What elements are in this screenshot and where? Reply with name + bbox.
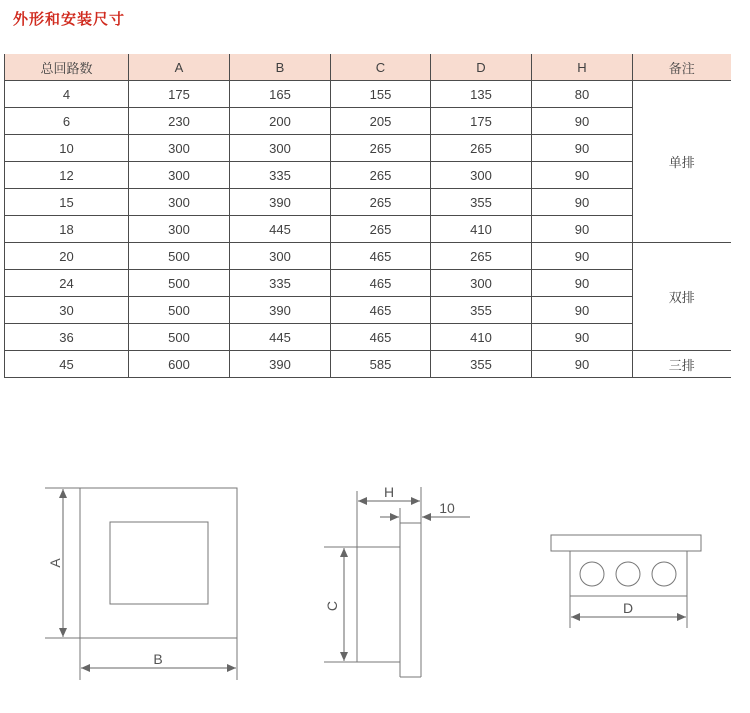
header-note: 备注 [633,54,731,81]
cell-c: 585 [331,351,431,378]
cell-d: 410 [431,216,532,243]
cell-c: 155 [331,81,431,108]
cell-h: 90 [532,351,633,378]
cell-d: 135 [431,81,532,108]
cell-d: 300 [431,162,532,189]
front-inner-window [110,522,208,604]
header-h: H [532,54,633,81]
cell-a: 230 [129,108,230,135]
cell-total: 45 [5,351,129,378]
cell-c: 205 [331,108,431,135]
dim-label-a: A [47,558,63,568]
cell-total: 30 [5,297,129,324]
cell-c: 465 [331,297,431,324]
cell-h: 90 [532,297,633,324]
cell-h: 80 [532,81,633,108]
cell-c: 465 [331,243,431,270]
cable-entry-hole [616,562,640,586]
cell-a: 300 [129,216,230,243]
cell-c: 265 [331,162,431,189]
cell-b: 300 [230,243,331,270]
cell-d: 355 [431,297,532,324]
cell-d: 355 [431,351,532,378]
front-view-drawing [45,488,237,680]
cell-total: 20 [5,243,129,270]
cell-a: 300 [129,162,230,189]
note-single-row: 单排 [633,81,731,243]
header-a: A [129,54,230,81]
cell-c: 265 [331,189,431,216]
cell-d: 265 [431,135,532,162]
cell-total: 12 [5,162,129,189]
front-outer-panel [80,488,237,638]
box-body [570,551,687,596]
cell-b: 445 [230,216,331,243]
dim-label-b: B [153,651,163,667]
cable-entry-hole [652,562,676,586]
cell-c: 265 [331,135,431,162]
cell-h: 90 [532,324,633,351]
cell-h: 90 [532,243,633,270]
cell-total: 24 [5,270,129,297]
cell-b: 390 [230,351,331,378]
cell-a: 500 [129,297,230,324]
cell-b: 335 [230,270,331,297]
cell-h: 90 [532,270,633,297]
note-triple-row: 三排 [633,351,731,378]
cell-total: 10 [5,135,129,162]
note-double-row: 双排 [633,243,731,351]
cell-c: 465 [331,324,431,351]
cell-total: 15 [5,189,129,216]
cell-a: 600 [129,351,230,378]
cell-b: 390 [230,297,331,324]
cell-h: 90 [532,135,633,162]
cable-entry-hole [580,562,604,586]
cell-d: 175 [431,108,532,135]
cell-b: 390 [230,189,331,216]
cell-h: 90 [532,189,633,216]
cell-d: 355 [431,189,532,216]
cell-a: 500 [129,270,230,297]
cell-b: 200 [230,108,331,135]
cell-a: 300 [129,135,230,162]
cell-d: 410 [431,324,532,351]
cell-total: 4 [5,81,129,108]
cell-total: 36 [5,324,129,351]
cell-a: 500 [129,243,230,270]
cell-a: 175 [129,81,230,108]
cell-b: 335 [230,162,331,189]
cell-a: 500 [129,324,230,351]
header-total-circuits: 总回路数 [5,54,129,81]
flange-bar [551,535,701,551]
page-title: 外形和安装尺寸 [13,11,126,28]
dim-label-d: D [622,600,634,616]
cell-b: 445 [230,324,331,351]
cell-d: 300 [431,270,532,297]
dim-label-h: H [383,484,395,500]
cell-h: 90 [532,216,633,243]
cell-b: 300 [230,135,331,162]
cell-c: 465 [331,270,431,297]
cell-h: 90 [532,108,633,135]
cell-total: 6 [5,108,129,135]
cell-b: 165 [230,81,331,108]
cell-total: 18 [5,216,129,243]
dim-label-c: C [324,600,340,612]
cell-a: 300 [129,189,230,216]
cell-d: 265 [431,243,532,270]
side-view-drawing [324,484,470,677]
header-b: B [230,54,331,81]
header-c: C [331,54,431,81]
dim-label-10: 10 [439,500,455,516]
cell-h: 90 [532,162,633,189]
bottom-view-drawing [551,535,701,628]
header-d: D [431,54,532,81]
cell-c: 265 [331,216,431,243]
